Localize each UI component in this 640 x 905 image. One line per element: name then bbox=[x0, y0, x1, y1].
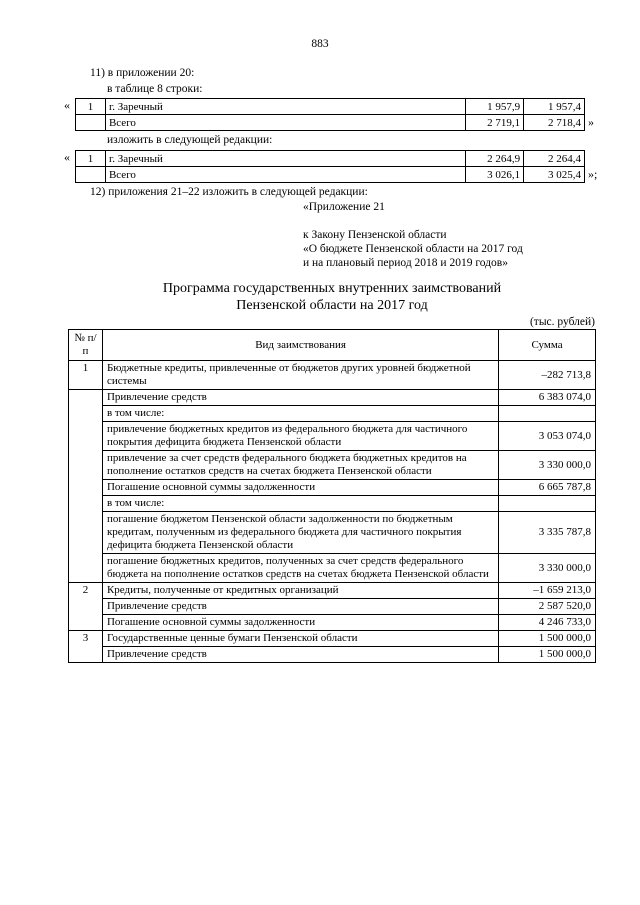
borrowing-program-table bbox=[68, 329, 596, 663]
row-num bbox=[69, 422, 103, 451]
header-num: № п/п bbox=[69, 330, 103, 361]
row-num: 1 bbox=[76, 151, 106, 167]
row-num: 1 bbox=[76, 99, 106, 115]
new-rows-table bbox=[75, 150, 585, 183]
row-text: погашение бюджетных кредитов, полученных за счет средств федерального бюджета на пополнение остатков средств на счетах бюджета Пензенской области bbox=[102, 554, 498, 583]
row-num bbox=[69, 647, 103, 663]
row-text: Кредиты, полученные от кредитных организаций bbox=[102, 583, 498, 599]
table-row bbox=[69, 583, 596, 599]
row-sum: 3 330 000,0 bbox=[499, 554, 596, 583]
table-row bbox=[69, 422, 596, 451]
row-num bbox=[69, 599, 103, 615]
table-row bbox=[69, 631, 596, 647]
units-label: (тыс. рублей) bbox=[529, 316, 595, 328]
row-value-2: 2 264,4 bbox=[524, 151, 585, 167]
appendix-title: «Приложение 21 bbox=[303, 201, 385, 213]
table-row bbox=[69, 647, 596, 663]
row-sum: 6 665 787,8 bbox=[499, 480, 596, 496]
row-name: Всего bbox=[105, 115, 465, 131]
row-sum: 1 500 000,0 bbox=[499, 647, 596, 663]
item-12-text: 12) приложения 21–22 изложить в следующей редакции: bbox=[90, 186, 368, 198]
table-row bbox=[69, 406, 596, 422]
open-quote-new: « bbox=[64, 150, 70, 164]
row-sum: 2 587 520,0 bbox=[499, 599, 596, 615]
row-text: Привлечение средств bbox=[102, 647, 498, 663]
table-row bbox=[69, 390, 596, 406]
row-sum bbox=[499, 496, 596, 512]
table-row bbox=[69, 615, 596, 631]
row-sum: 1 500 000,0 bbox=[499, 631, 596, 647]
row-value-1: 2 719,1 bbox=[466, 115, 524, 131]
row-num bbox=[76, 167, 106, 183]
table-row bbox=[69, 361, 596, 390]
row-value-2: 2 718,4 bbox=[524, 115, 585, 131]
header-sum: Сумма bbox=[499, 330, 596, 361]
table-row bbox=[76, 167, 585, 183]
row-num: 3 bbox=[69, 631, 103, 647]
row-name: Всего bbox=[105, 167, 465, 183]
row-text: Привлечение средств bbox=[102, 599, 498, 615]
close-quote-new: »; bbox=[588, 167, 598, 181]
table-row bbox=[69, 599, 596, 615]
row-num: 1 bbox=[69, 361, 103, 390]
restate-label: изложить в следующей редакции: bbox=[107, 134, 273, 146]
row-text: в том числе: bbox=[102, 496, 498, 512]
table-row bbox=[69, 480, 596, 496]
table-row bbox=[76, 99, 585, 115]
row-text: Бюджетные кредиты, привлеченные от бюджетов других уровней бюджетной системы bbox=[102, 361, 498, 390]
table-row bbox=[69, 512, 596, 554]
row-text: привлечение бюджетных кредитов из федерального бюджета для частичного покрытия дефицита бюджета Пензенской области bbox=[102, 422, 498, 451]
row-sum: 4 246 733,0 bbox=[499, 615, 596, 631]
appendix-line-1: к Закону Пензенской области bbox=[303, 229, 447, 241]
row-num bbox=[69, 512, 103, 554]
table-row bbox=[76, 151, 585, 167]
row-text: в том числе: bbox=[102, 406, 498, 422]
row-num bbox=[69, 451, 103, 480]
table-8-label: в таблице 8 строки: bbox=[107, 83, 203, 95]
table-row bbox=[69, 451, 596, 480]
row-num bbox=[69, 406, 103, 422]
row-sum: 3 335 787,8 bbox=[499, 512, 596, 554]
row-num bbox=[76, 115, 106, 131]
row-value-1: 1 957,9 bbox=[466, 99, 524, 115]
item-11-intro: 11) в приложении 20: bbox=[90, 67, 195, 79]
row-name: г. Заречный bbox=[105, 151, 465, 167]
row-num: 2 bbox=[69, 583, 103, 599]
appendix-line-3: и на плановый период 2018 и 2019 годов» bbox=[303, 257, 508, 269]
row-value-2: 3 025,4 bbox=[524, 167, 585, 183]
row-num bbox=[69, 615, 103, 631]
old-rows-table bbox=[75, 98, 585, 131]
row-text: Погашение основной суммы задолженности bbox=[102, 615, 498, 631]
row-num bbox=[69, 480, 103, 496]
row-text: погашение бюджетом Пензенской области задолженности по бюджетным кредитам, полученным из федерального бюджета для частичного покрытия дефицита бюджета Пензенской области bbox=[102, 512, 498, 554]
row-num bbox=[69, 554, 103, 583]
table-row bbox=[69, 496, 596, 512]
row-num bbox=[69, 496, 103, 512]
header-type: Вид заимствования bbox=[102, 330, 498, 361]
open-quote-old: « bbox=[64, 98, 70, 112]
table-header-row bbox=[69, 330, 596, 361]
row-sum: –1 659 213,0 bbox=[499, 583, 596, 599]
row-name: г. Заречный bbox=[105, 99, 465, 115]
row-sum: –282 713,8 bbox=[499, 361, 596, 390]
table-row bbox=[76, 115, 585, 131]
row-value-2: 1 957,4 bbox=[524, 99, 585, 115]
row-value-1: 3 026,1 bbox=[466, 167, 524, 183]
row-text: Привлечение средств bbox=[102, 390, 498, 406]
close-quote-old: » bbox=[588, 115, 594, 129]
row-sum: 3 053 074,0 bbox=[499, 422, 596, 451]
page-number: 883 bbox=[311, 38, 329, 50]
row-text: Государственные ценные бумаги Пензенской области bbox=[102, 631, 498, 647]
program-title-line-2: Пензенской области на 2017 год bbox=[236, 298, 428, 313]
row-sum: 6 383 074,0 bbox=[499, 390, 596, 406]
row-sum bbox=[499, 406, 596, 422]
row-sum: 3 330 000,0 bbox=[499, 451, 596, 480]
appendix-line-2: «О бюджете Пензенской области на 2017 год bbox=[303, 243, 523, 255]
program-title-line-1: Программа государственных внутренних заимствований bbox=[162, 281, 502, 296]
row-text: привлечение за счет средств федерального бюджета бюджетных кредитов на пополнение остатков средств на счетах бюджета Пензенской области bbox=[102, 451, 498, 480]
row-num bbox=[69, 390, 103, 406]
row-value-1: 2 264,9 bbox=[466, 151, 524, 167]
row-text: Погашение основной суммы задолженности bbox=[102, 480, 498, 496]
table-row bbox=[69, 554, 596, 583]
